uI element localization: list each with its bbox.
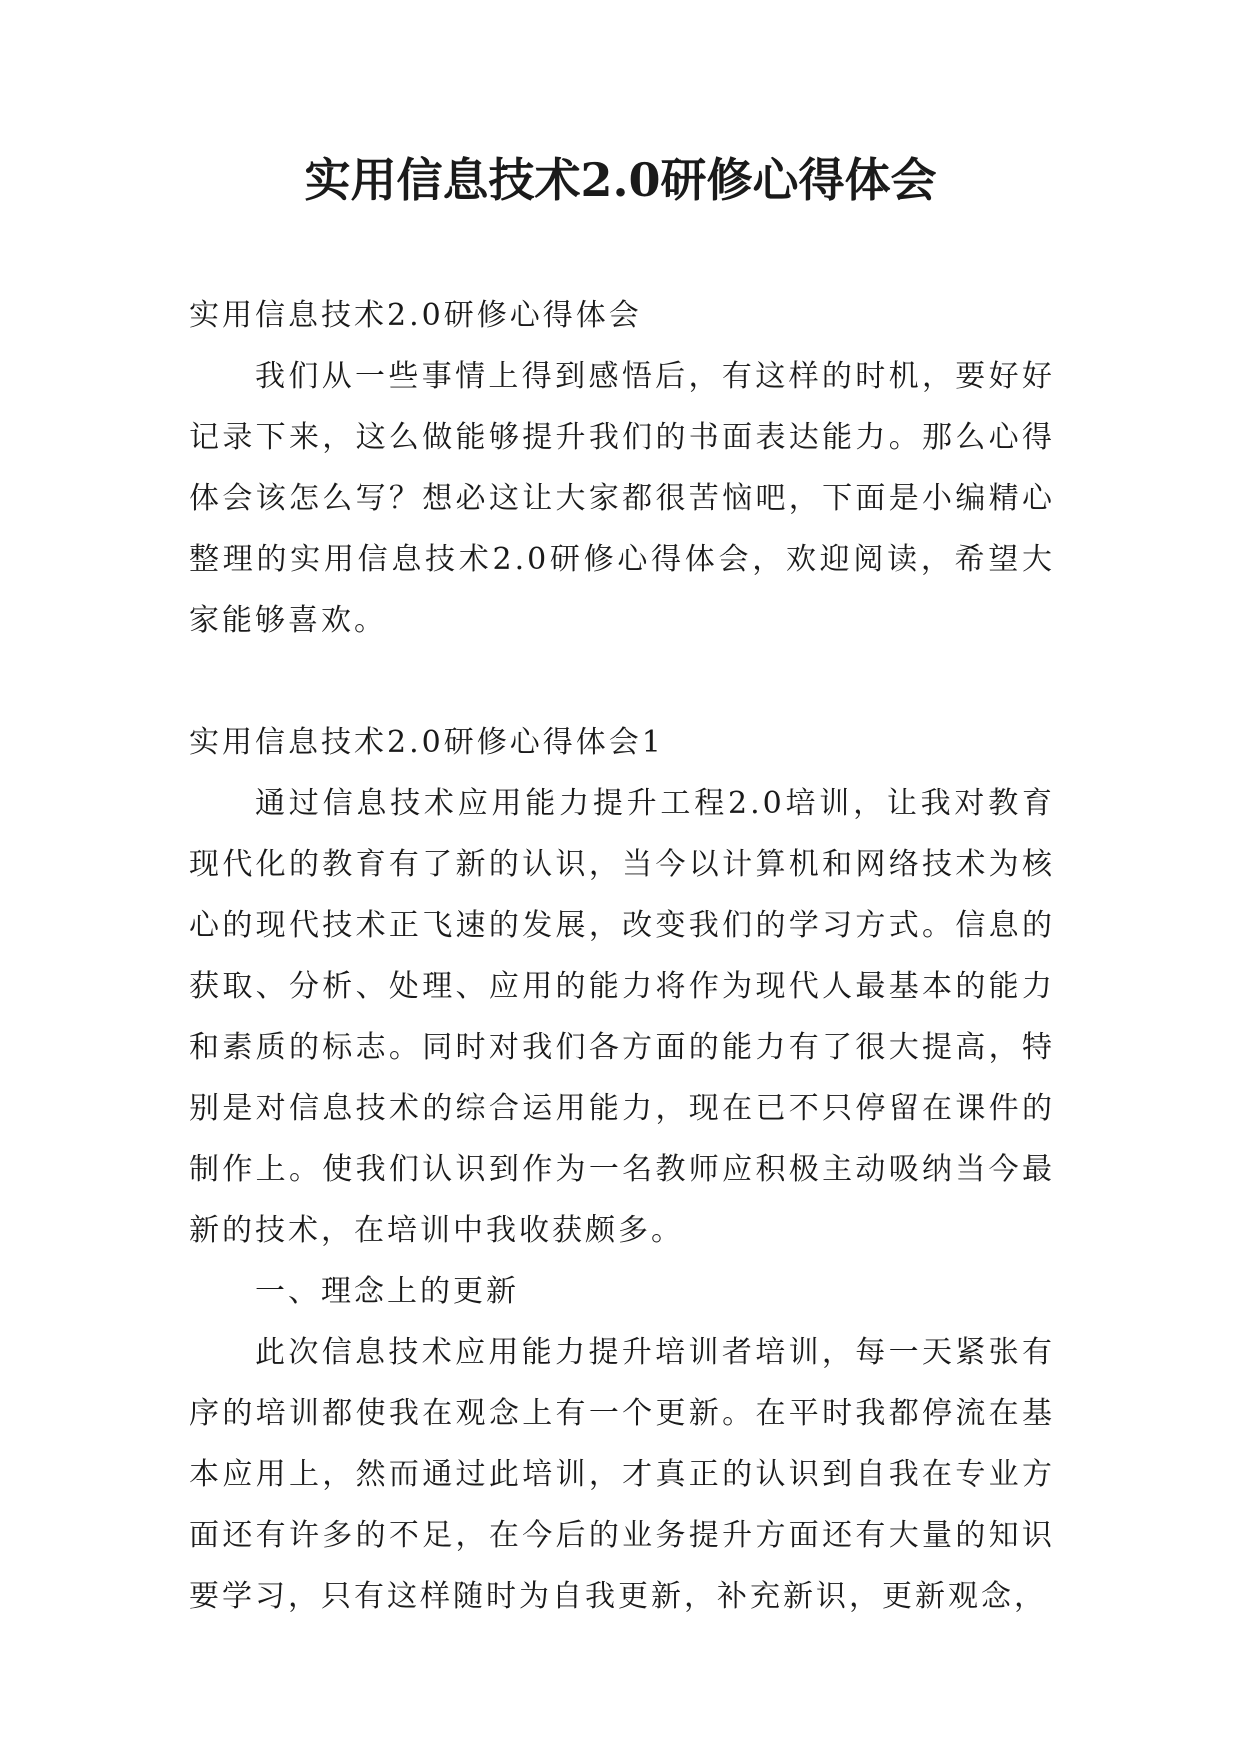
section-heading-1: 实用信息技术2.0研修心得体会1	[189, 725, 664, 760]
document-body	[189, 285, 1055, 1627]
section-1-paragraph-2: 此次信息技术应用能力提升培训者培训，每一天紧张有序的培训都使我在观念上有一个更新。在平时我都停流在基本应用上，然而通过此培训，才真正的认识到自我在专业方面还有许多的不足，在今后的业务提升方面还有大量的知识要学习，只有这样随时为自我更新，补充新识，更新观念，	[189, 1335, 1055, 1614]
section-1-paragraph-1: 通过信息技术应用能力提升工程2.0培训，让我对教育现代化的教育有了新的认识，当今以计算机和网络技术为核心的现代技术正飞速的发展，改变我们的学习方式。信息的获取、分析、处理、应用的能力将作为现代人最基本的能力和素质的标志。同时对我们各方面的能力有了很大提高，特别是对信息技术的综合运用能力，现在已不只停留在课件的制作上。使我们认识到作为一名教师应积极主动吸纳当今最新的技术，在培训中我收获颇多。	[189, 786, 1055, 1248]
intro-paragraph: 我们从一些事情上得到感悟后，有这样的时机，要好好记录下来，这么做能够提升我们的书面表达能力。那么心得体会该怎么写？想必这让大家都很苦恼吧，下面是小编精心整理的实用信息技术2.0研修心得体会，欢迎阅读，希望大家能够喜欢。	[189, 359, 1055, 638]
intro-heading: 实用信息技术2.0研修心得体会	[189, 298, 642, 333]
document-title: 实用信息技术2.0研修心得体会	[304, 153, 937, 207]
section-spacer	[189, 651, 1055, 712]
subheading-idea-update: 一、理念上的更新	[255, 1274, 519, 1309]
